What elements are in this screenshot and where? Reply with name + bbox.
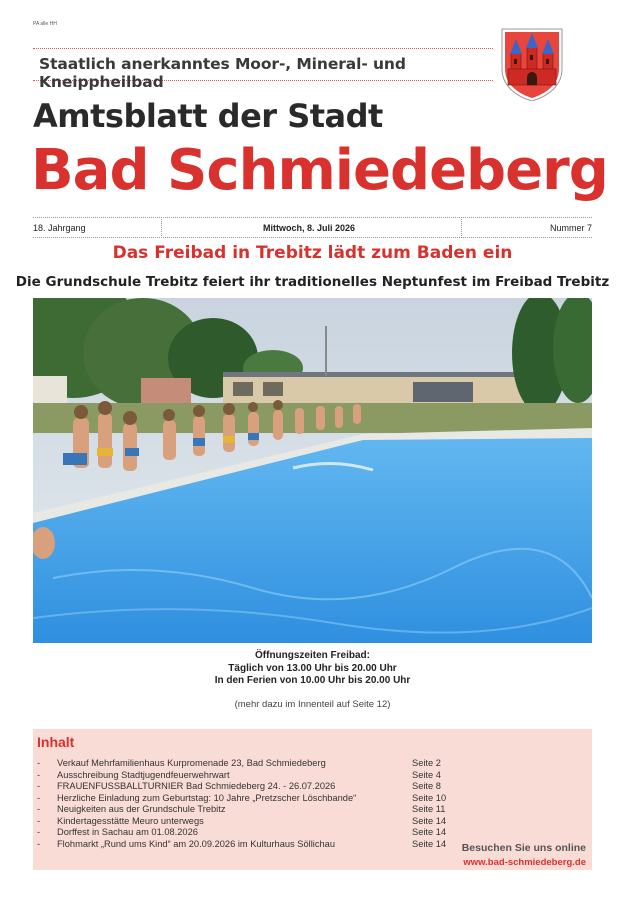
opening-hours-title: Öffnungszeiten Freibad:: [255, 650, 370, 661]
pool-photo: [33, 298, 592, 643]
toc-item-page: Seite 14: [412, 838, 447, 849]
opening-hours-holidays: In den Ferien von 10.00 Uhr bis 20.00 Uhr: [214, 675, 411, 686]
toc-title: Inhalt: [37, 734, 75, 750]
toc-item[interactable]: [33, 758, 453, 770]
table-of-contents: [33, 729, 592, 870]
toc-item-page: Seite 10: [412, 792, 447, 803]
toc-item-text: Verkauf Mehrfamilienhaus Kurpromenade 23, Bad Schmiedeberg: [57, 758, 326, 768]
toc-item[interactable]: [33, 781, 453, 793]
toc-item-text: Neuigkeiten aus der Grundschule Trebitz: [57, 804, 226, 814]
toc-item-page: Seite 14: [412, 827, 447, 837]
info-separator: [161, 217, 162, 238]
toc-item-text: Flohmarkt „Rund ums Kind“ am 20.09.2026 im Kulturhaus Söllichau: [57, 838, 336, 849]
toc-item-page: Seite 8: [412, 781, 441, 791]
toc-item-page: Seite 14: [412, 815, 447, 826]
toc-item-page: Seite 4: [412, 769, 441, 780]
toc-item[interactable]: [33, 816, 453, 828]
toc-item-text: FRAUENFUSSBALLTURNIER Bad Schmiedeberg 24. - 26.07.2026: [57, 781, 336, 791]
toc-item-text: Herzliche Einladung zum Geburtstag: 10 Jahre „Pretzscher Löschbande“: [57, 792, 357, 803]
toc-item[interactable]: [33, 770, 453, 782]
issue-info-bar: [33, 217, 592, 238]
toc-item[interactable]: [33, 839, 453, 851]
article-subheadline: Die Grundschule Trebitz feiert ihr traditionelles Neptunfest im Freibad Trebitz: [15, 274, 610, 290]
more-inside-note: (mehr dazu im Innenteil auf Seite 12): [234, 699, 391, 710]
toc-dash: -: [37, 792, 41, 803]
city-crest-icon: [500, 25, 564, 101]
issue-date: Mittwoch, 8. Juli 2026: [263, 223, 356, 233]
toc-dash: -: [37, 769, 41, 780]
toc-dash: -: [37, 838, 41, 849]
issue-number: Nummer 7: [549, 223, 592, 233]
toc-item-text: Dorffest in Sachau am 01.08.2026: [57, 827, 198, 837]
toc-dash: -: [37, 758, 41, 768]
toc-item-text: Ausschreibung Stadtjugendfeuerwehrwart: [57, 769, 230, 780]
toc-item-page: Seite 2: [412, 758, 441, 768]
opening-hours: [0, 650, 625, 688]
opening-hours-daily: Täglich von 13.00 Uhr bis 20.00 Uhr: [228, 662, 397, 674]
visit-online-label: Besuchen Sie uns online: [461, 842, 586, 854]
spa-subtitle: Staatlich anerkanntes Moor-, Mineral- und Kneippheilbad: [39, 55, 406, 91]
subtitle-band: [33, 48, 493, 91]
toc-item-text: Kindertagesstätte Meuro unterwegs: [57, 815, 204, 826]
toc-item-page: Seite 11: [412, 804, 446, 814]
toc-dash: -: [37, 804, 41, 814]
article-headline: Das Freibad in Trebitz lädt zum Baden ein: [112, 243, 513, 263]
toc-dash: -: [37, 827, 41, 837]
toc-dash: -: [37, 815, 41, 826]
toc-dash: -: [37, 781, 41, 791]
volume: 18. Jahrgang: [33, 223, 86, 233]
website-link[interactable]: www.bad-schmiedeberg.de: [463, 857, 586, 868]
info-separator: [461, 217, 462, 238]
toc-item[interactable]: [33, 804, 453, 816]
distribution-note: PA alle HH: [33, 21, 57, 27]
city-name: Bad Schmiedeberg: [31, 138, 608, 203]
toc-item[interactable]: [33, 793, 453, 805]
toc-item[interactable]: [33, 827, 453, 839]
gazette-title: Amtsblatt der Stadt: [33, 97, 383, 135]
